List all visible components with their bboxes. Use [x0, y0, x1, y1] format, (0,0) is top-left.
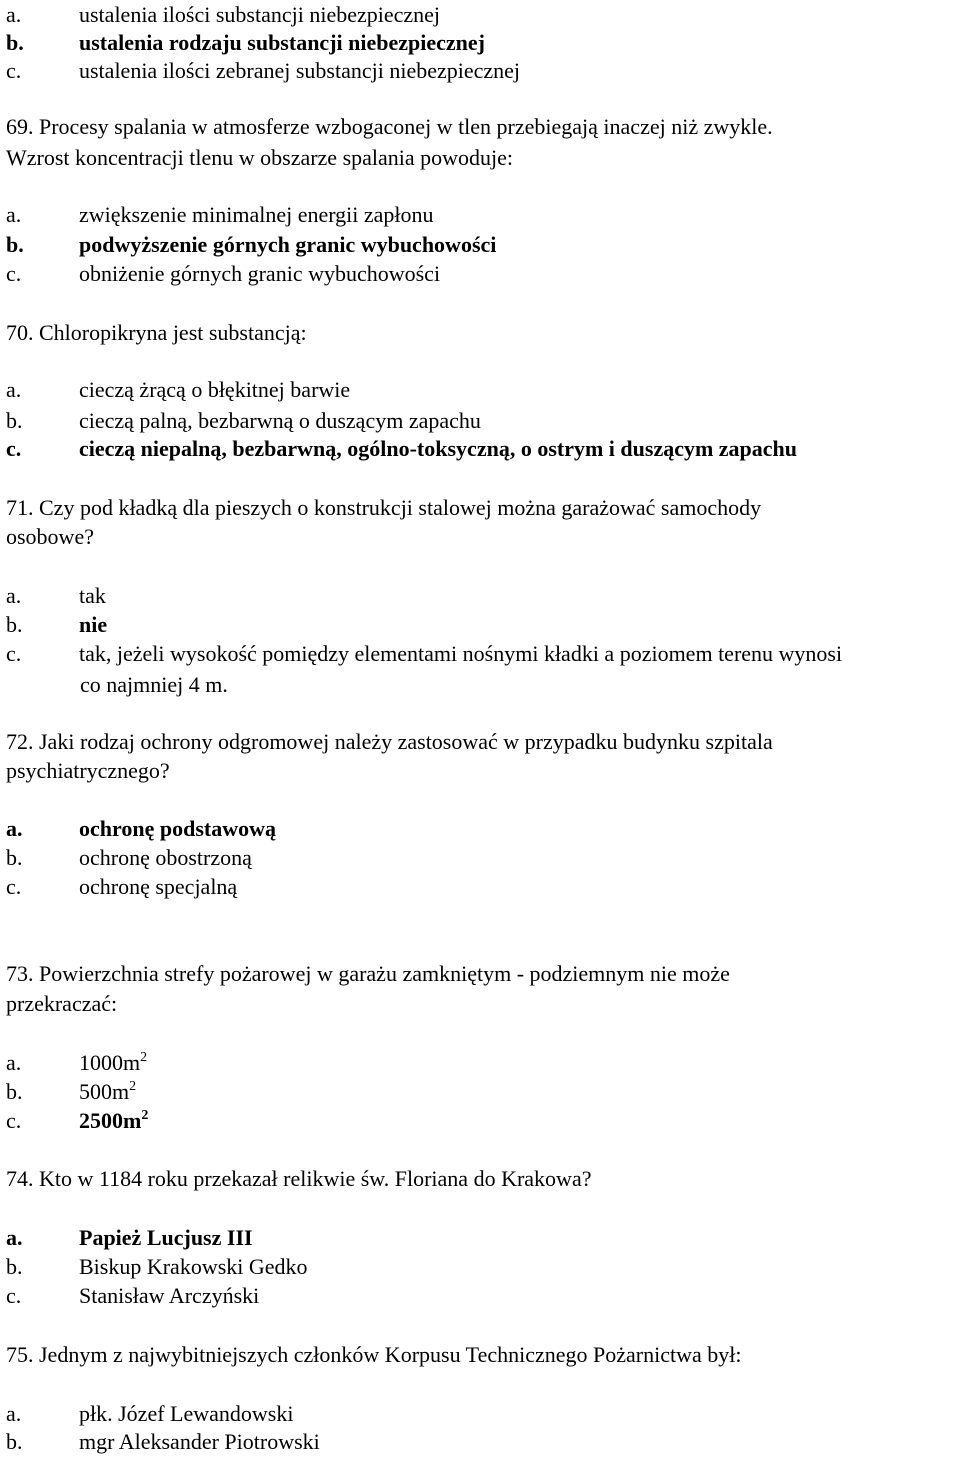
question-72-line2: psychiatrycznego? — [6, 758, 170, 783]
option-73-b: b. $500m^2$ — [6, 1079, 137, 1104]
question-73-line2: przekraczać: — [6, 991, 118, 1016]
option-73-c-correct: c. $2500m^2$ — [6, 1108, 149, 1133]
option-72-c: c. ochronę specjalną — [6, 874, 238, 899]
option-70-a: a. cieczą żrącą o błękitnej barwie — [6, 377, 351, 402]
option-68-a: a. ustalenia ilości substancji niebezpiecznej — [6, 2, 441, 27]
question-72-line1: 72. Jaki rodzaj ochrony odgromowej należy zastosować w przypadku budynku szpitala — [6, 729, 773, 754]
option-74-a-correct: a. Papież Lucjusz III — [6, 1225, 253, 1250]
option-69-a: a. zwiększenie minimalnej energii zapłonu — [6, 202, 434, 227]
option-69-b-correct: b. podwyższenie górnych granic wybuchowości — [6, 232, 497, 257]
option-71-a: a. tak — [6, 583, 106, 608]
option-68-c: c. ustalenia ilości zebranej substancji niebezpiecznej — [6, 58, 521, 83]
option-74-b: b. Biskup Krakowski Gedko — [6, 1254, 308, 1279]
option-75-b: b. mgr Aleksander Piotrowski — [6, 1429, 320, 1454]
option-70-c-correct: c. cieczą niepalną, bezbarwną, ogólno-toksyczną, o ostrym i duszącym zapachu — [6, 436, 798, 461]
option-75-a: a. płk. Józef Lewandowski — [6, 1401, 294, 1426]
option-71-c: c. tak, jeżeli wysokość pomiędzy elementami nośnymi kładki a poziomem terenu wynosi — [6, 641, 843, 666]
question-71-line1: 71. Czy pod kładką dla pieszych o konstrukcji stalowej można garażować samochody — [6, 495, 762, 520]
question-71-line2: osobowe? — [6, 524, 94, 549]
option-68-b-correct: b. ustalenia rodzaju substancji niebezpiecznej — [6, 30, 485, 55]
option-73-a: a. $1000m^2$ — [6, 1050, 148, 1075]
option-70-b: b. cieczą palną, bezbarwną o duszącym zapachu — [6, 408, 481, 433]
option-71-c-continuation: co najmniej 4 m. — [80, 672, 228, 697]
question-69-line2: Wzrost koncentracji tlenu w obszarze spalania powoduje: — [6, 145, 514, 170]
option-74-c: c. Stanisław Arczyński — [6, 1283, 260, 1308]
option-72-a-correct: a. ochronę podstawową — [6, 816, 277, 841]
option-72-b: b. ochronę obostrzoną — [6, 845, 252, 870]
question-73-line1: 73. Powierzchnia strefy pożarowej w garażu zamkniętym - podziemnym nie może — [6, 961, 730, 986]
question-74-line1: 74. Kto w 1184 roku przekazał relikwie św. Floriana do Krakowa? — [6, 1166, 592, 1191]
question-75-line1: 75. Jednym z najwybitniejszych członków Korpusu Technicznego Pożarnictwa był: — [6, 1342, 742, 1367]
option-71-b-correct: b. nie — [6, 612, 108, 637]
question-69-line1: 69. Procesy spalania w atmosferze wzbogaconej w tlen przebiegają inaczej niż zwykle. — [6, 114, 773, 139]
option-69-c: c. obniżenie górnych granic wybuchowości — [6, 261, 441, 286]
question-70-line1: 70. Chloropikryna jest substancją: — [6, 320, 307, 345]
